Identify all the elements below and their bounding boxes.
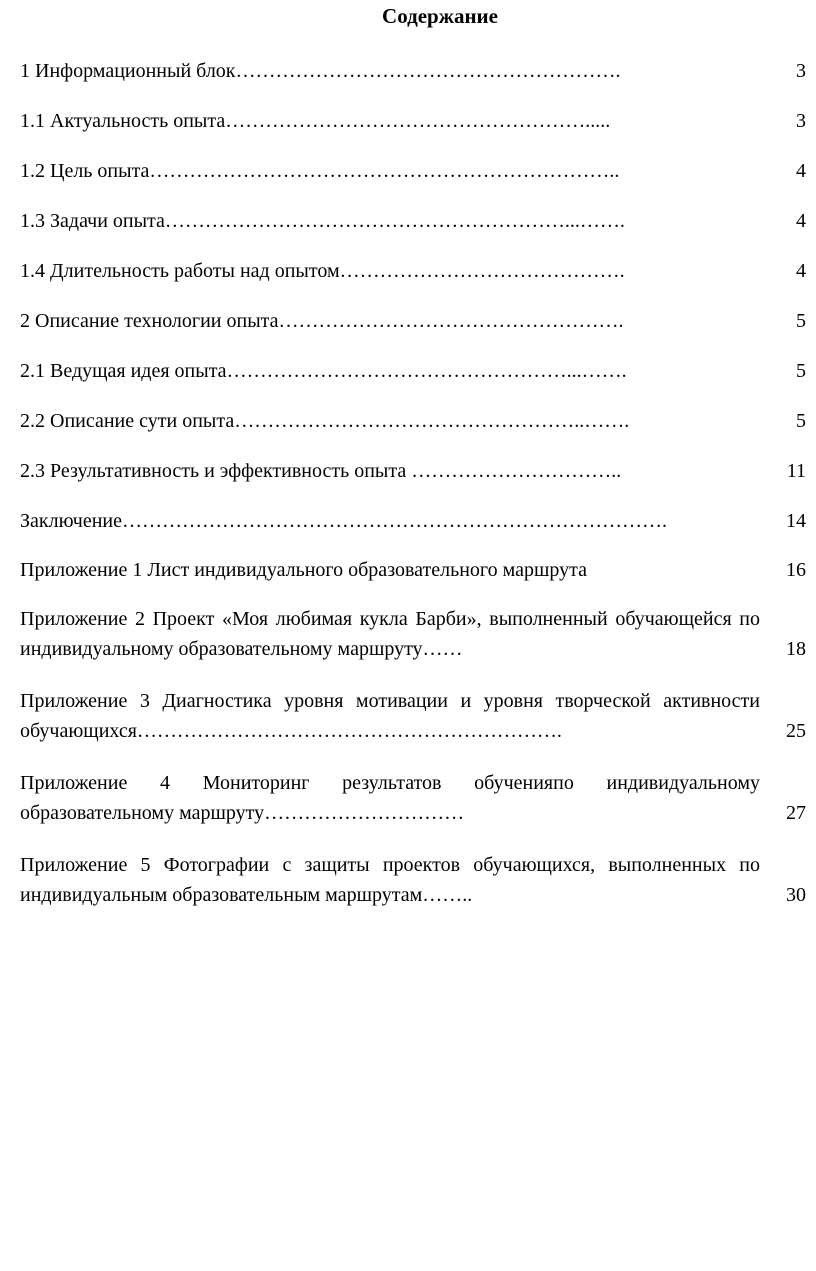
toc-entry bbox=[20, 406, 806, 436]
toc-entry bbox=[20, 356, 806, 386]
toc-entry-text: 1.4 Длительность работы над опытом……………………………………. bbox=[20, 260, 625, 282]
toc-entry-page: 5 bbox=[796, 310, 806, 332]
toc-entry bbox=[20, 850, 806, 910]
toc-entry-page: 30 bbox=[786, 884, 806, 906]
toc-entry-page: 18 bbox=[786, 638, 806, 660]
toc-entry-text: Приложение 2 Проект «Моя любимая кукла Барби», выполненный обучающейся по индивидуальному образовательному маршруту…… bbox=[20, 608, 760, 660]
toc-entry-page: 4 bbox=[796, 260, 806, 282]
toc-entry bbox=[20, 206, 806, 236]
toc-entry bbox=[20, 686, 806, 746]
toc-entry-page: 5 bbox=[796, 360, 806, 382]
toc-entry-text: 1 Информационный блок…………………………………………………. bbox=[20, 60, 621, 82]
toc-entry-page: 25 bbox=[786, 720, 806, 742]
toc-entry-text: Приложение 5 Фотографии с защиты проектов обучающихся, выполненных по индивидуальным образовательным маршрутам…….. bbox=[20, 854, 760, 906]
toc-entry-page: 4 bbox=[796, 160, 806, 182]
toc-entry bbox=[20, 604, 806, 664]
toc-entry bbox=[20, 256, 806, 286]
toc-entry bbox=[20, 306, 806, 336]
toc-entry-text: 2.2 Описание сути опыта……………………………………………..……. bbox=[20, 410, 630, 432]
toc-entry-text: 2 Описание технологии опыта……………………………………………. bbox=[20, 310, 624, 332]
toc-entry-text: 2.3 Результативность и эффективность опыта ………………………….. bbox=[20, 460, 622, 482]
toc-entry-text: 1.3 Задачи опыта……………………………………………………...……. bbox=[20, 210, 625, 232]
toc-entry-text: Приложение 4 Мониторинг результатов обученияпо индивидуальному образовательному маршруту………………………… bbox=[20, 772, 760, 824]
toc-entry-page: 11 bbox=[786, 460, 806, 482]
toc-entry-text: Приложение 1 Лист индивидуального образовательного маршрута bbox=[20, 559, 588, 581]
toc-entry bbox=[20, 56, 806, 86]
toc-entry bbox=[20, 156, 806, 186]
toc-entry-page: 4 bbox=[796, 210, 806, 232]
toc-entry-text: 1.1 Актуальность опыта………………………………………………..... bbox=[20, 110, 611, 132]
toc-entry bbox=[20, 506, 806, 536]
toc-entry bbox=[20, 456, 806, 486]
toc-entry-page: 3 bbox=[796, 110, 806, 132]
toc-entry bbox=[20, 555, 806, 585]
toc-entry-page: 5 bbox=[796, 410, 806, 432]
toc-entry-page: 27 bbox=[786, 802, 806, 824]
toc-entry-text: Приложение 3 Диагностика уровня мотивации и уровня творческой активности обучающихся………………………………………………………. bbox=[20, 690, 760, 742]
toc-entry bbox=[20, 768, 806, 828]
toc-entry-page: 3 bbox=[796, 60, 806, 82]
toc-title: Содержание bbox=[382, 4, 498, 28]
toc-entry-text: Заключение………………………………………………………………………. bbox=[20, 510, 667, 532]
toc-entry-text: 1.2 Цель опыта…………………………………………………………….. bbox=[20, 160, 620, 182]
toc-entry-page: 14 bbox=[786, 510, 806, 532]
toc-entry-text: 2.1 Ведущая идея опыта……………………………………………...……. bbox=[20, 360, 627, 382]
toc-entry-page: 16 bbox=[786, 559, 806, 581]
toc-entry bbox=[20, 106, 806, 136]
